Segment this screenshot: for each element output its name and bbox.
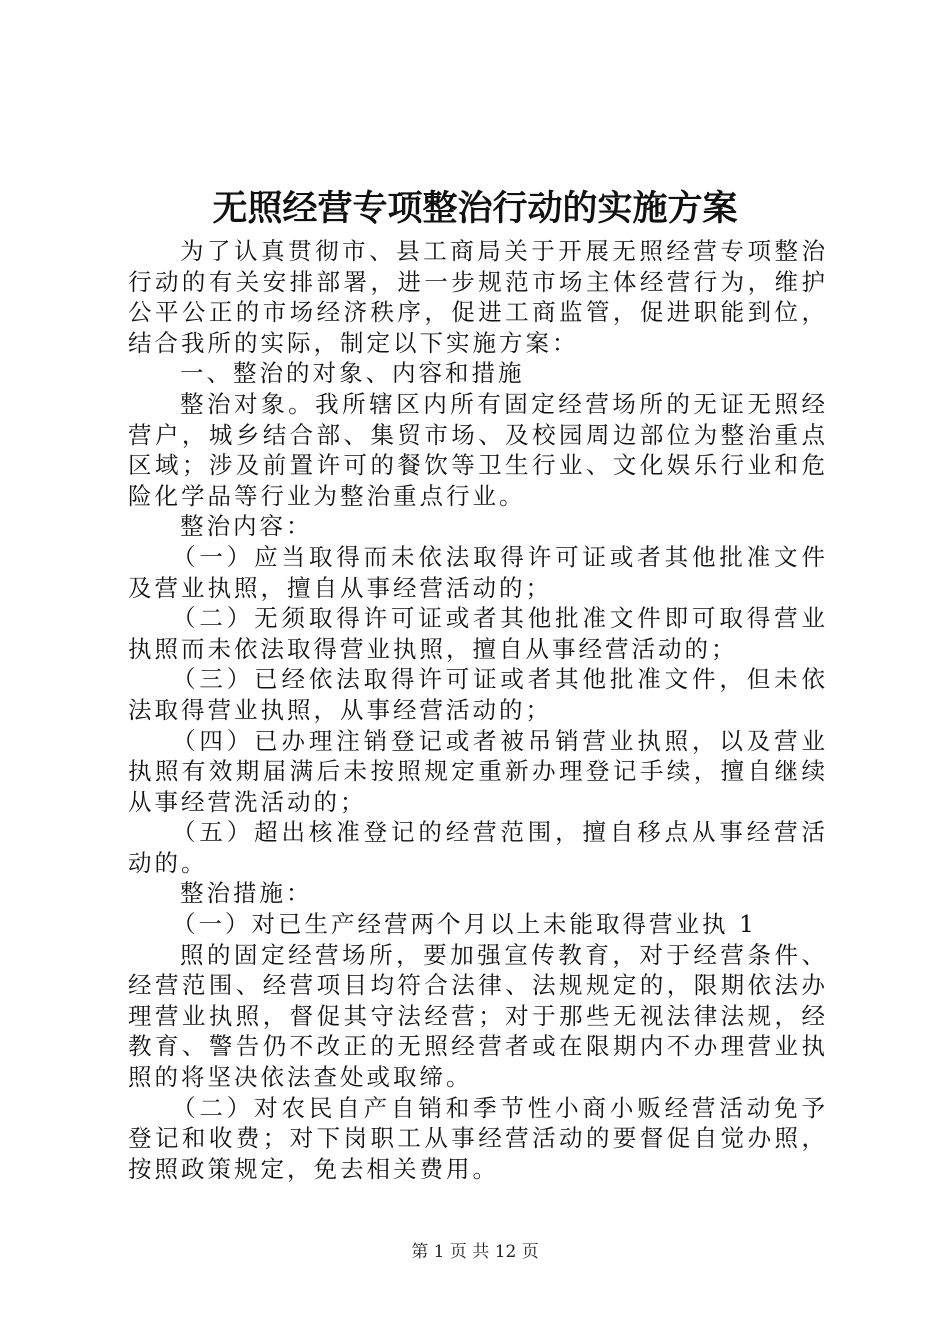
list-item-measure-2: （二）对农民自产自销和季节性小商小贩经营活动免予登记和收费；对下岗职工从事经营活动的要督促自觉办照，按照政策规定，免去相关费用。 (128, 1093, 828, 1183)
list-item-content-1: （一）应当取得而未依法取得许可证或者其他批准文件及营业执照，擅自从事经营活动的； (128, 542, 828, 602)
paragraph-targets: 整治对象。我所辖区内所有固定经营场所的无证无照经营户，城乡结合部、集贸市场、及校园周边部位为整治重点区域；涉及前置许可的餐饮等卫生行业、文化娱乐行业和危险化学品等行业为整治重点行业。 (128, 389, 828, 510)
paragraph-content-heading: 整治内容： (180, 512, 313, 541)
section-heading: 一、整治的对象、内容和措施 (180, 359, 525, 388)
paragraph-measures-heading: 整治措施： (180, 879, 313, 908)
intro-paragraph: 为了认真贯彻市、县工商局关于开展无照经营专项整治行动的有关安排部署，进一步规范市场主体经营行为，维护公平公正的市场经济秩序，促进工商监管，促进职能到位，结合我所的实际，制定以下实施方案： (128, 237, 828, 357)
list-item-content-3: （三）已经依法取得许可证或者其他批准文件，但未依法取得营业执照，从事经营活动的； (128, 665, 828, 724)
list-item-content-4: （四）已办理注销登记或者被吊销营业执照，以及营业执照有效期届满后未按照规定重新办理登记手续，擅自继续从事经营洗活动的； (128, 726, 828, 816)
paragraph-measure-1-continued: 照的固定经营场所，要加强宣传教育，对于经营条件、经营范围、经营项目均符合法律、法规规定的，限期依法办理营业执照，督促其守法经营；对于那些无视法律法规，经教育、警告仍不改正的无照经营者或在限期内不办理营业执照的将坚决依法查处或取缔。 (128, 940, 828, 1092)
list-item-content-2: （二）无须取得许可证或者其他批准文件即可取得营业执照而未依法取得营业执照，擅自从事经营活动的； (128, 604, 828, 663)
page-number-footer: 第 1 页 共 12 页 (411, 1242, 539, 1262)
document-title: 无照经营专项整治行动的实施方案 (212, 188, 738, 229)
list-item-content-5: （五）超出核准登记的经营范围，擅自移点从事经营活动的。 (128, 818, 828, 877)
document-body (128, 236, 828, 1184)
list-item-measure-1: （一）对已生产经营两个月以上未能取得营业执 1 (172, 910, 757, 939)
